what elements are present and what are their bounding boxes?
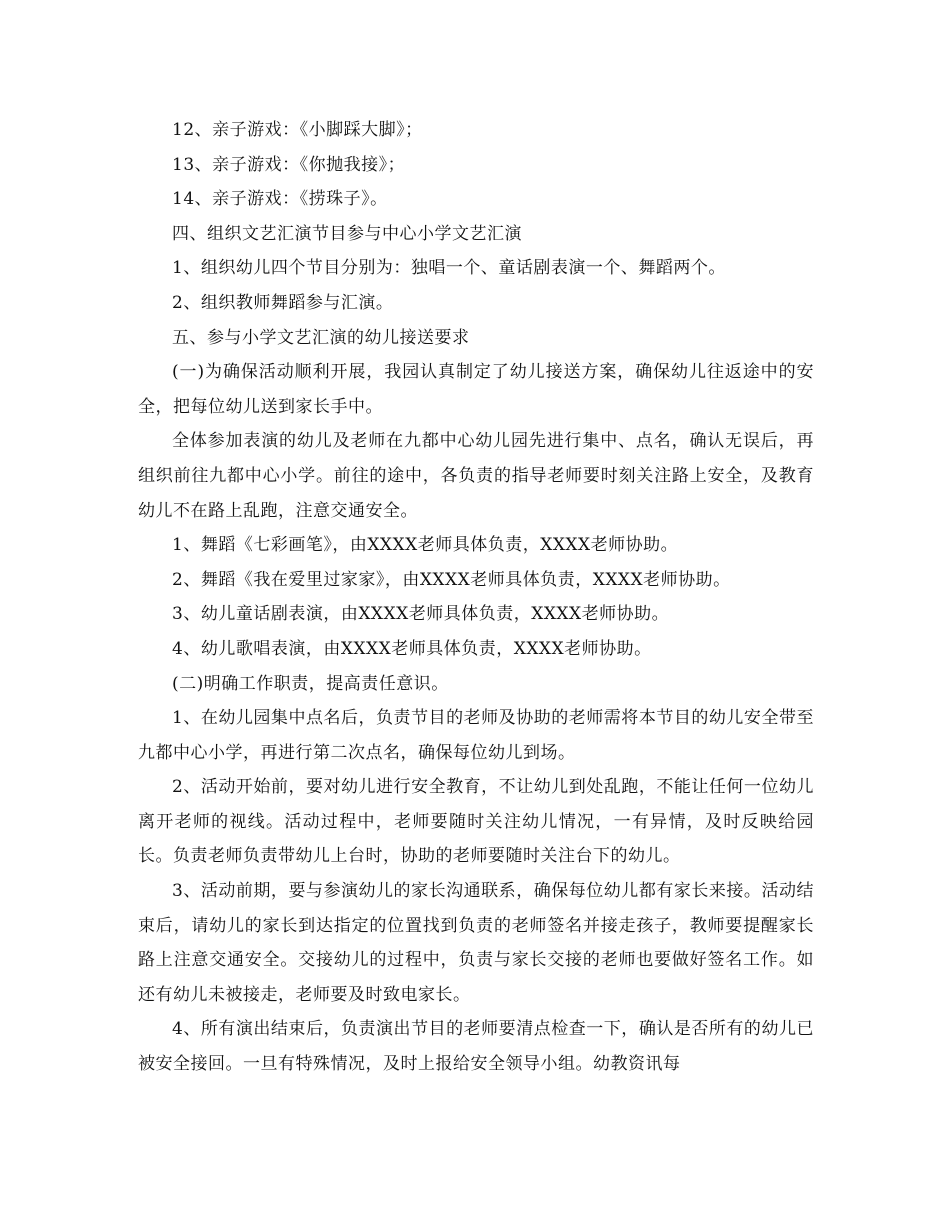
duty-paragraph-2: 2、活动开始前，要对幼儿进行安全教育，不让幼儿到处乱跑，不能让任何一位幼儿离开老师的视线。活动过程中，老师要随时关注幼儿情况，一有异情，及时反映给园长。负责老师负责带幼儿上台时，协助的老师要随时关注台下的幼儿。 [138, 777, 814, 867]
list-item-parent-game-12: 12、亲子游戏：《小脚踩大脚》； [172, 120, 423, 140]
list-item-teacher-dance: 2、组织教师舞蹈参与汇演。 [172, 292, 394, 313]
subsection-two-heading: (二)明确工作职责，提高责任意识。 [172, 673, 449, 694]
list-item-parent-game-14: 14、亲子游戏：《捞珠子》。 [172, 189, 388, 210]
list-item-child-programs: 1、组织幼儿四个节目分别为：独唱一个、童话剧表演一个、舞蹈两个。 [172, 258, 726, 279]
duty-paragraph-1: 1、在幼儿园集中点名后，负责节目的老师及协助的老师需将本节目的幼儿安全带至九都中心小学，再进行第二次点名，确保每位幼儿到场。 [138, 708, 814, 763]
list-item-drama-3: 3、幼儿童话剧表演，由XXXX老师具体负责，XXXX老师协助。 [172, 604, 670, 625]
list-item-dance-2: 2、舞蹈《我在爱里过家家》，由XXXX老师具体负责，XXXX老师协助。 [172, 569, 731, 590]
list-item-parent-game-13: 13、亲子游戏：《你抛我接》； [172, 154, 406, 175]
duty-paragraph-3: 3、活动前期，要与参演幼儿的家长沟通联系，确保每位幼儿都有家长来接。活动结束后，请幼儿的家长到达指定的位置找到负责的老师签名并接走孩子，教师要提醒家长路上注意交通安全。交接幼儿的过程中，负责与家长交接的老师也要做好签名工作。如还有幼儿未被接走，老师要及时致电家长。 [138, 881, 814, 1005]
section-heading-four: 四、组织文艺汇演节目参与中心小学文艺汇演 [172, 223, 522, 244]
gathering-paragraph: 全体参加表演的幼儿及老师在九都中心幼儿园先进行集中、点名，确认无误后，再组织前往九都中心小学。前往的途中，各负责的指导老师要时刻关注路上安全，及教育幼儿不在路上乱跑，注意交通安全。 [138, 431, 814, 521]
duty-paragraph-4: 4、所有演出结束后，负责演出节目的老师要清点检查一下，确认是否所有的幼儿已被安全接回。一旦有特殊情况，及时上报给安全领导小组。幼教资讯每 [138, 1019, 814, 1075]
document-body [138, 113, 814, 1082]
subsection-one-paragraph: (一)为确保活动顺利开展，我园认真制定了幼儿接送方案，确保幼儿往返途中的安全，把每位幼儿送到家长手中。 [138, 362, 814, 417]
list-item-dance-1: 1、舞蹈《七彩画笔》，由XXXX老师具体负责，XXXX老师协助。 [172, 535, 679, 556]
list-item-singing-4: 4、幼儿歌唱表演，由XXXX老师具体负责，XXXX老师协助。 [172, 638, 652, 659]
section-heading-five: 五、参与小学文艺汇演的幼儿接送要求 [172, 327, 470, 348]
